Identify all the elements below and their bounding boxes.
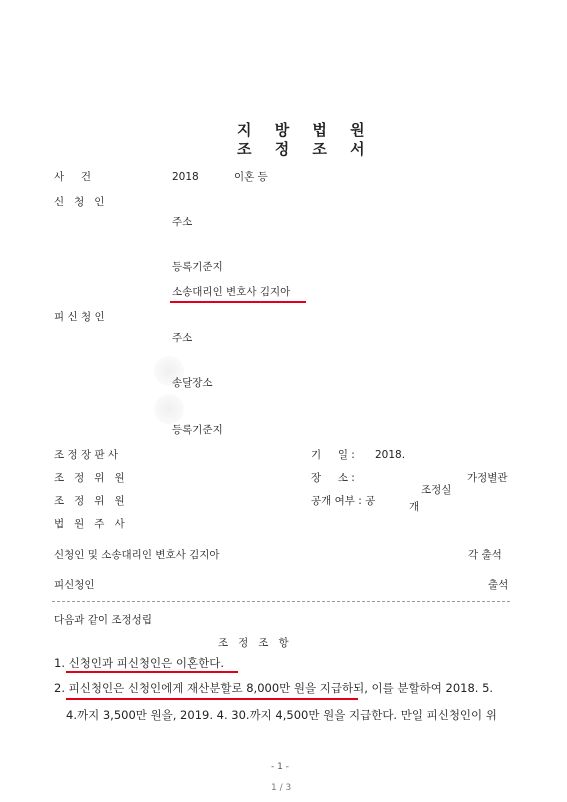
page-counter: 1 / 3 [271,783,292,793]
presiding-judge-label: 조 정 장 판 사 [54,449,119,461]
respondent-attendance-status: 출석 [488,579,509,591]
case-type: 이혼 등 [234,171,268,183]
clause-2-underline [66,698,358,700]
court-name: 지 방 법 원 [237,121,374,139]
place-label: 장 소 : [311,472,355,484]
clause-2-line-2: 4.까지 3,500만 원을, 2019. 4. 30.까지 4,500만 원을 지급한다. 만일 피신청인이 위 [66,708,497,722]
mediation-member-label: 조 정 위 원 [54,495,125,507]
place-building: 가정별관 [467,472,508,484]
respondent-service-label: 송달장소 [172,377,213,389]
place-room: 조정실 [421,484,452,496]
applicant-label: 신 청 인 [54,196,105,208]
date-label: 기 일 : [311,449,355,461]
case-number: 2018 [172,171,199,183]
page-number: - 1 - [271,762,289,772]
attorney-underline [170,301,306,303]
respondent-registered-label: 등록기준지 [172,424,223,436]
document-title: 조 정 조 서 [237,140,374,158]
respondent-label: 피 신 청 인 [54,311,105,323]
respondent-address-label: 주소 [172,332,193,344]
respondent-attendance-line: 피신청인 [54,579,95,591]
applicant-registered-label: 등록기준지 [172,261,223,273]
applicant-attendance-line: 신청인 및 소송대리인 변호사 김지아 [54,549,220,561]
date-value: 2018. [375,449,406,461]
clause-1: 1. 신청인과 피신청인은 이혼한다. [54,656,225,670]
section-divider [52,601,510,602]
public-value: 개 [409,501,420,513]
applicant-address-label: 주소 [172,216,193,228]
public-label: 공개 여부 : 공 [311,495,376,507]
section-title: 조 정 조 항 [218,637,289,649]
court-clerk-label: 법 원 주 사 [54,518,125,530]
mediation-member-label: 조 정 위 원 [54,472,125,484]
case-label: 사 건 [54,171,91,183]
clause-1-underline [66,671,238,673]
clause-2-line-1: 2. 피신청인은 신청인에게 재산분할로 8,000만 원을 지급하되, 이를 분할하여 2018. 5. [54,681,494,695]
applicant-attendance-status: 각 출석 [468,549,502,561]
settlement-intro: 다음과 같이 조정성립 [54,614,152,626]
watermark-seal [154,394,184,424]
applicant-attorney: 소송대리인 변호사 김지아 [172,286,291,298]
